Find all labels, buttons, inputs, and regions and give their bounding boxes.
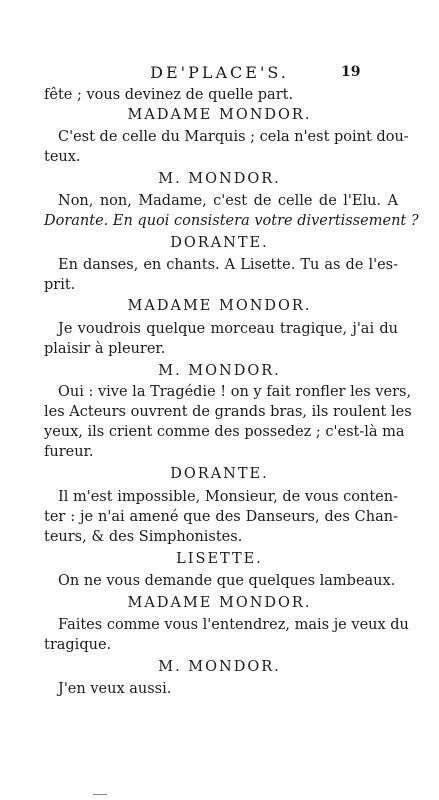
speaker-label: DORANTE. xyxy=(170,235,269,251)
running-title: DE'PLACE'S. xyxy=(150,63,289,82)
text-line: On ne vous demande que quelques lambeaux. xyxy=(58,573,396,589)
speaker-label: MADAME MONDOR. xyxy=(127,595,312,611)
text-line: Faites comme vous l'entendrez, mais je veux du xyxy=(58,617,409,633)
text-line: Dorante. En quoi consistera votre divertissement ? xyxy=(44,213,419,229)
text-line: C'est de celle du Marquis ; cela n'est point dou- xyxy=(58,129,409,145)
text-line: Non, non, Madame, c'est de celle de l'Elu. A xyxy=(58,193,398,209)
text-line: plaisir à pleurer. xyxy=(44,341,166,357)
text-line: prit. xyxy=(44,277,76,293)
text-line: En danses, en chants. A Lisette. Tu as de l'es- xyxy=(58,257,398,273)
speaker-label: MADAME MONDOR. xyxy=(127,298,312,314)
text-line: fête ; vous devinez de quelle part. xyxy=(44,87,294,103)
speaker-label: M. MONDOR. xyxy=(158,171,281,187)
text-line: Je voudrois quelque morceau tragique, j'ai du xyxy=(58,321,398,337)
speaker-label: MADAME MONDOR. xyxy=(127,107,312,123)
text-line: ter : je n'ai amené que des Danseurs, des Chan- xyxy=(44,509,398,525)
text-line: les Acteurs ouvrent de grands bras, ils roulent les xyxy=(44,404,412,420)
text-line: teux. xyxy=(44,149,81,165)
speaker-label: DORANTE. xyxy=(170,466,269,482)
text-line: J'en veux aussi. xyxy=(58,681,172,697)
text-line: tragique. xyxy=(44,637,112,653)
speaker-label: LISETTE. xyxy=(176,551,263,567)
print-mark xyxy=(93,794,107,795)
text-line: fureur. xyxy=(44,444,94,460)
speaker-label: M. MONDOR. xyxy=(158,363,281,379)
text-line: Il m'est impossible, Monsieur, de vous conten- xyxy=(58,489,398,505)
text-line: yeux, ils crient comme des possedez ; c'est-là ma xyxy=(44,424,405,440)
page-number: 19 xyxy=(341,64,361,80)
text-line: Oui : vive la Tragédie ! on y fait ronfler les vers, xyxy=(58,384,412,400)
text-line: teurs, & des Simphonistes. xyxy=(44,529,243,545)
speaker-label: M. MONDOR. xyxy=(158,659,281,675)
